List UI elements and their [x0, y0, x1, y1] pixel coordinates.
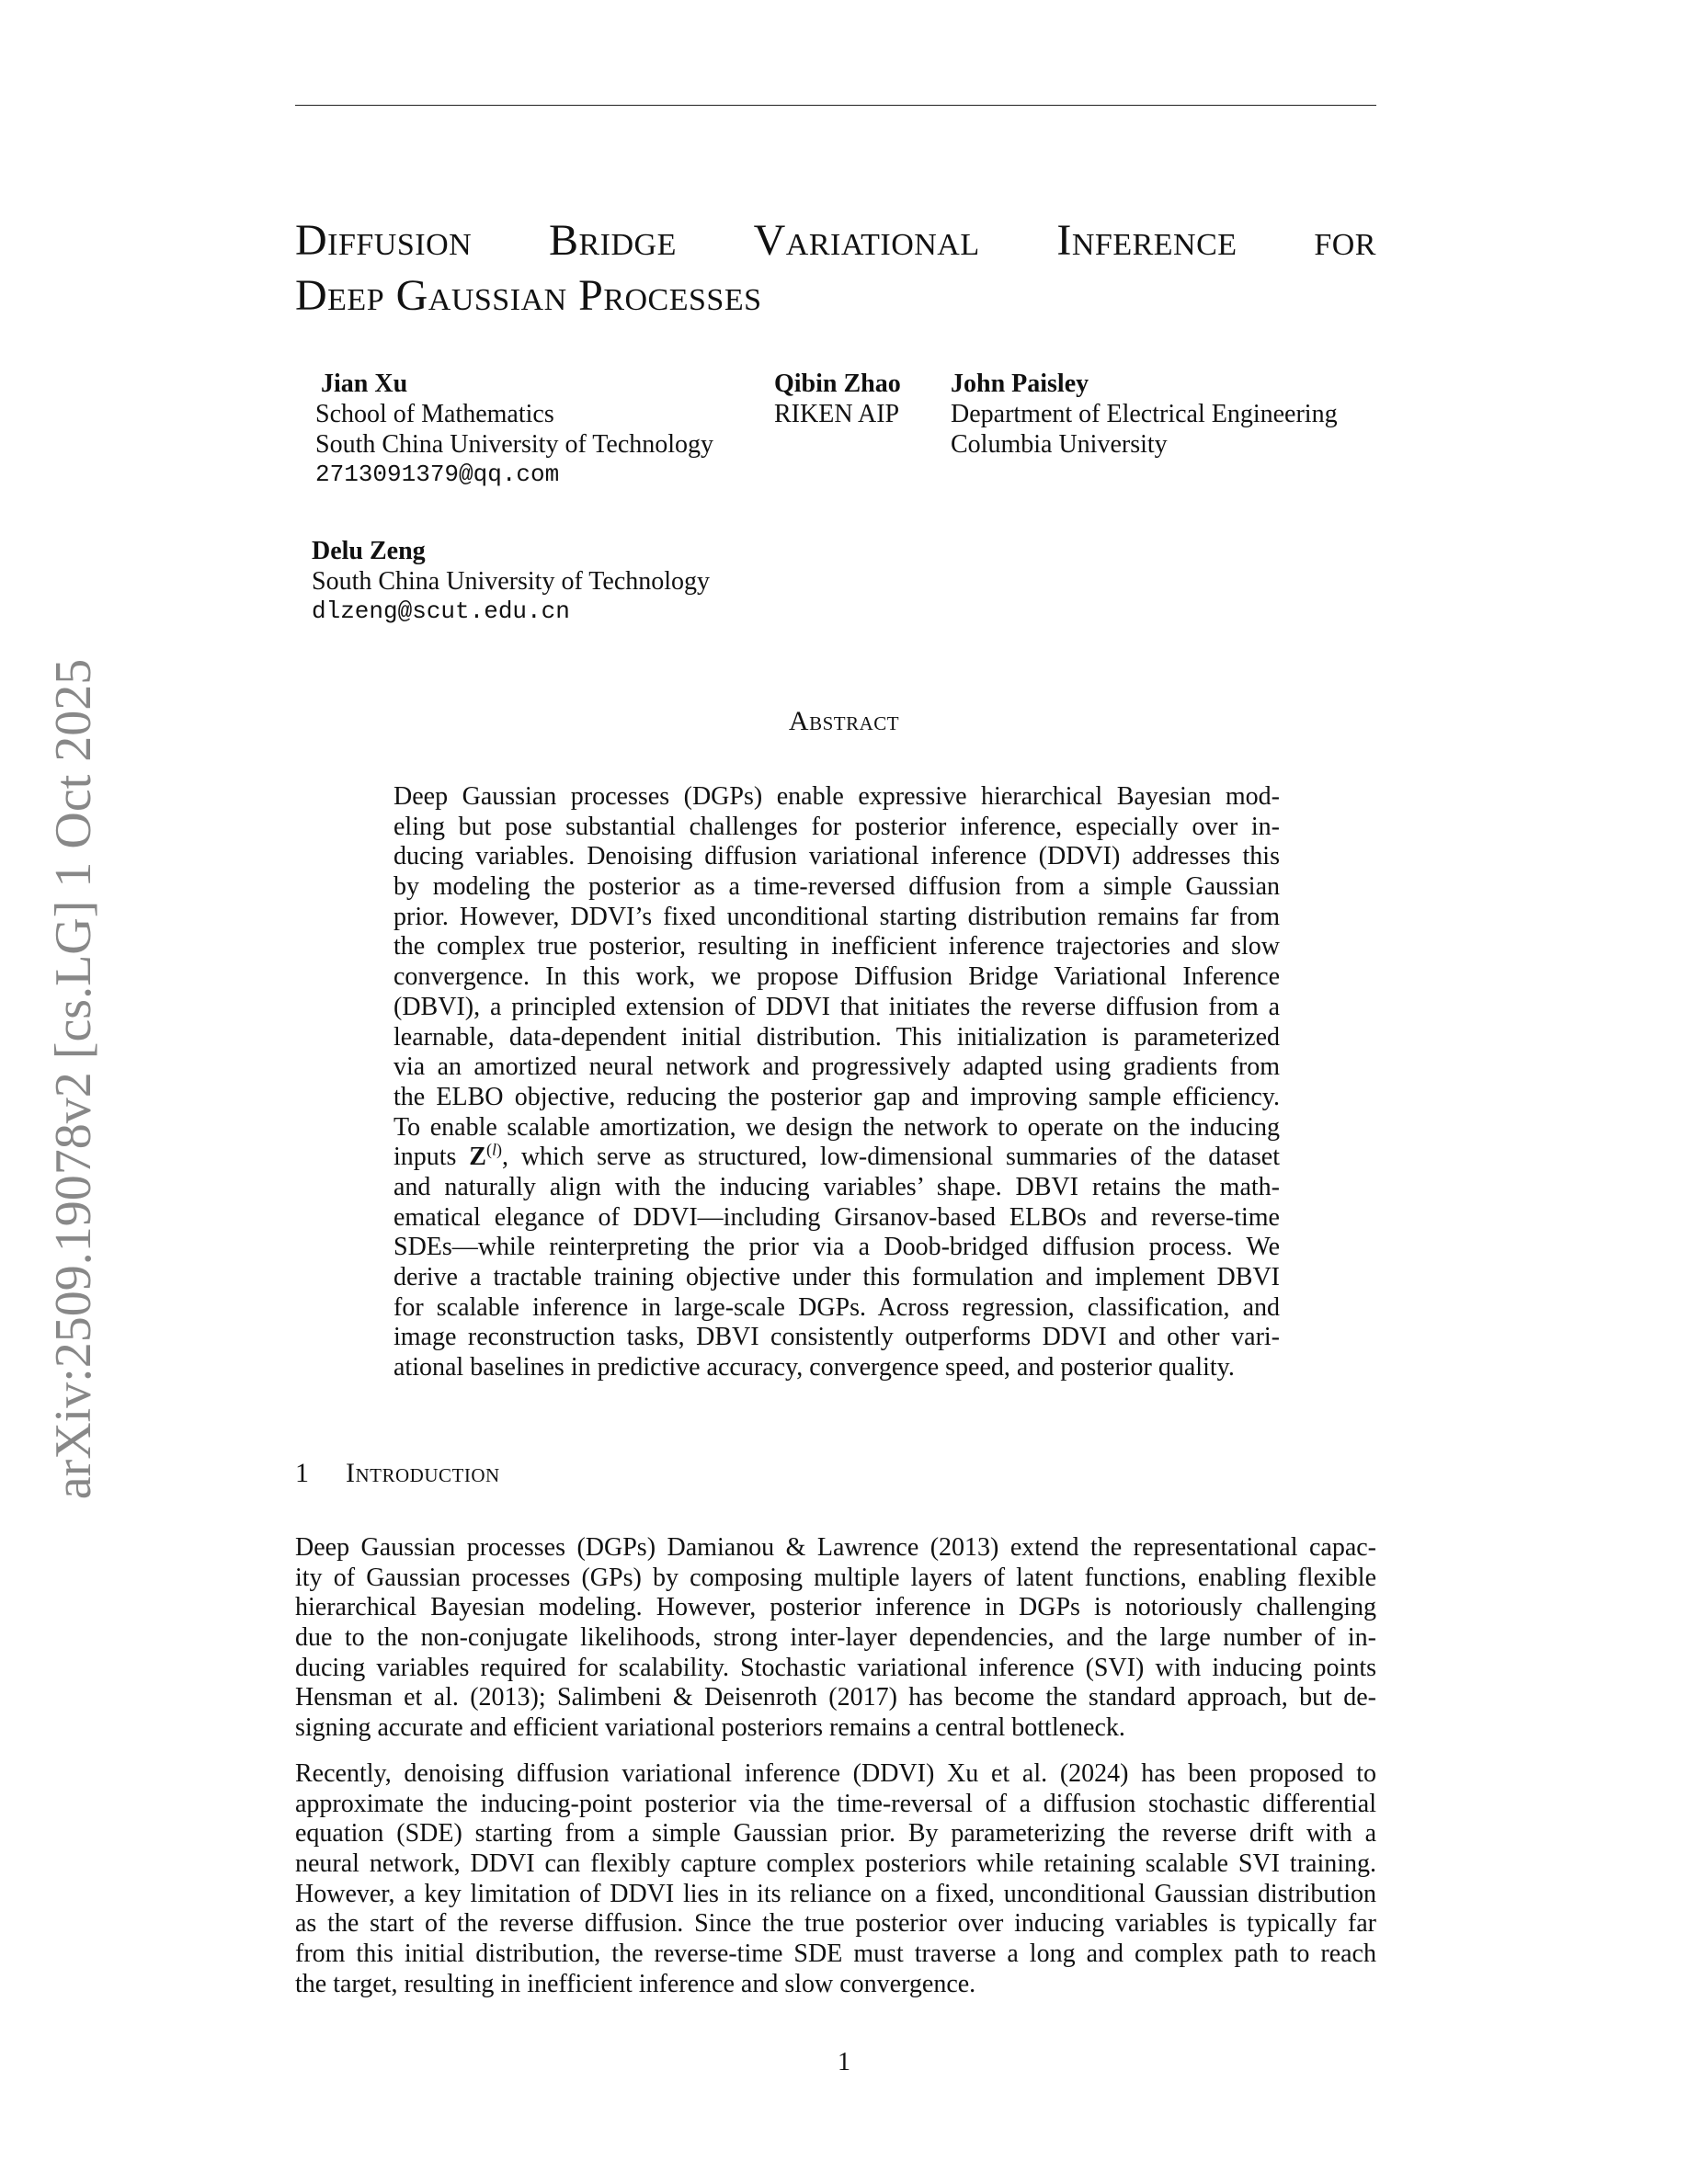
text-line: derive a tractable training objective under this formulation and implement DBVI [393, 1263, 1280, 1291]
text-line: inputs $Z^{(l)}$, which serve as structured, low-dimensional summaries of the dataset [393, 1140, 1280, 1172]
text-line: image reconstruction tasks, DBVI consistently outperforms DDVI and other vari- [393, 1323, 1280, 1352]
title-word: for [1314, 216, 1376, 265]
text-line: prior. However, DDVI’s fixed unconditional starting distribution remains far from [393, 902, 1280, 931]
title-word: Bridge [548, 216, 677, 265]
author-email[interactable]: 2713091379@qq.com [315, 461, 560, 488]
text-line: ducing variables. Denoising diffusion variational inference (DDVI) addresses this [393, 842, 1280, 871]
text-line: the ELBO objective, reducing the posterior gap and improving sample efficiency. [393, 1082, 1280, 1111]
text-line: To enable scalable amortization, we design the network to operate on the inducing [393, 1112, 1280, 1142]
abstract-body [393, 782, 1280, 1383]
top-rule [295, 105, 1376, 106]
text-line: (DBVI), a principled extension of DDVI that initiates the reverse diffusion from a [393, 992, 1280, 1021]
text-line: for scalable inference in large-scale DGPs. Across regression, classification, and [393, 1292, 1280, 1322]
text-line: Hensman et al. (2013); Salimbeni & Deisenroth (2017) has become the standard approach, but de- [295, 1683, 1376, 1712]
author-affiliation: South China University of Technology [315, 430, 714, 459]
text-line: via an amortized neural network and progressively adapted using gradients from [393, 1052, 1280, 1082]
text-line: learnable, data-dependent initial distribution. This initialization is parameterized [393, 1022, 1280, 1052]
author-affiliation: School of Mathematics [315, 400, 554, 428]
text-line: Deep Gaussian processes (DGPs) Damianou & Lawrence (2013) extend the representational capac- [295, 1533, 1376, 1562]
page-number: 1 [838, 2048, 850, 2076]
author-name: Delu Zeng [312, 537, 426, 565]
text-line: Deep Gaussian processes (DGPs) enable expressive hierarchical Bayesian mod- [393, 782, 1280, 811]
section-number: 1 [295, 1458, 309, 1488]
abstract-heading: Abstract [788, 706, 900, 736]
text-line: the target, resulting in inefficient inference and slow convergence. [295, 1969, 976, 1998]
text-line: from this initial distribution, the reverse-time SDE must traverse a long and complex path to reach [295, 1939, 1376, 1969]
arxiv-identifier: arXiv:2509.19078v2 [cs.LG] 1 Oct 2025 [45, 658, 102, 1500]
intro-paragraph-1 [295, 1533, 1376, 1744]
text-line: ity of Gaussian processes (GPs) by composing multiple layers of latent functions, enabling flexible [295, 1563, 1376, 1592]
paper-title-line-2: Deep Gaussian Processes [295, 271, 762, 320]
text-line: signing accurate and efficient variational posteriors remains a central bottleneck. [295, 1713, 1125, 1743]
author-affiliation: Columbia University [951, 430, 1168, 459]
text-line: neural network, DDVI can flexibly capture complex posteriors while retaining scalable SVI training. [295, 1849, 1376, 1879]
text-line: ational baselines in predictive accuracy, convergence speed, and posterior quality. [393, 1353, 1235, 1382]
text-line: the complex true posterior, resulting in inefficient inference trajectories and slow [393, 932, 1280, 961]
section-heading [295, 1458, 500, 1489]
text-line: by modeling the posterior as a time-reversed diffusion from a simple Gaussian [393, 872, 1280, 902]
author-affiliation: RIKEN AIP [774, 400, 900, 428]
text-line: equation (SDE) starting from a simple Gaussian prior. By parameterizing the reverse drift with a [295, 1819, 1376, 1848]
text-line: ducing variables required for scalability. Stochastic variational inference (SVI) with inducing points [295, 1653, 1376, 1682]
section-title: Introduction [346, 1458, 500, 1488]
text-line: SDEs—while reinterpreting the prior via a Doob-bridged diffusion process. We [393, 1233, 1280, 1262]
text-line: approximate the inducing-point posterior via the time-reversal of a diffusion stochastic differential [295, 1789, 1376, 1818]
author-email[interactable]: dlzeng@scut.edu.cn [312, 597, 570, 625]
title-word: Variational [753, 216, 980, 265]
text-line: ematical elegance of DDVI—including Girsanov-based ELBOs and reverse-time [393, 1202, 1280, 1232]
author-affiliation: Department of Electrical Engineering [951, 400, 1338, 428]
author-block [774, 369, 901, 429]
paper-title-line-1 [295, 213, 1376, 268]
title-word: Inference [1056, 216, 1237, 265]
text-line: due to the non-conjugate likelihoods, strong inter-layer dependencies, and the large number of in- [295, 1623, 1376, 1653]
text-line: Recently, denoising diffusion variational inference (DDVI) Xu et al. (2024) has been proposed to [295, 1759, 1376, 1788]
author-affiliation: South China University of Technology [312, 567, 711, 596]
intro-paragraph-2 [295, 1759, 1376, 2000]
author-name: Jian Xu [321, 370, 408, 398]
author-block [312, 536, 710, 627]
text-line: as the start of the reverse diffusion. Since the true posterior over inducing variables is typically far [295, 1909, 1376, 1939]
author-block [315, 369, 713, 490]
text-line: However, a key limitation of DDVI lies in its reliance on a fixed, unconditional Gaussian distribution [295, 1879, 1376, 1908]
text-line: and naturally align with the inducing variables’ shape. DBVI retains the math- [393, 1172, 1280, 1201]
text-line: eling but pose substantial challenges for posterior inference, especially over in- [393, 812, 1280, 841]
text-line: convergence. In this work, we propose Diffusion Bridge Variational Inference [393, 962, 1280, 992]
author-name: John Paisley [951, 370, 1089, 398]
author-block [951, 369, 1338, 460]
title-word: Diffusion [295, 216, 473, 265]
author-name: Qibin Zhao [774, 370, 901, 398]
text-line: hierarchical Bayesian modeling. However, posterior inference in DGPs is notoriously challenging [295, 1593, 1376, 1622]
